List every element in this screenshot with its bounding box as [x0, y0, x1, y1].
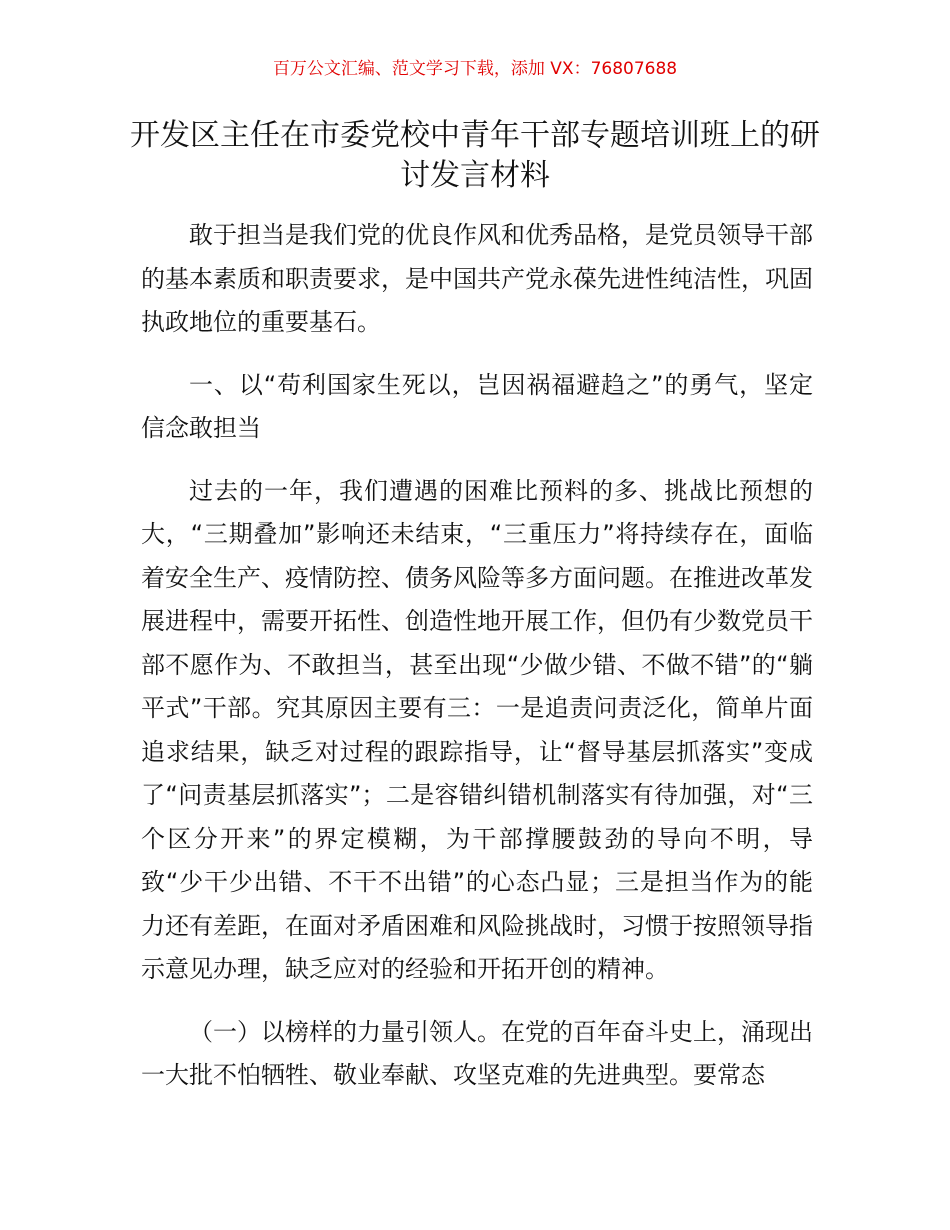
intro-paragraph: 敢于担当是我们党的优良作风和优秀品格，是党员领导干部的基本素质和职责要求，是中国共产党永葆先进性纯洁性，巩固执政地位的重要基石。: [141, 221, 813, 336]
subsection-paragraph-1: （一）以榜样的力量引领人。在党的百年奋斗史上，涌现出一大批不怕牺牲、敬业奉献、攻坚克难的先进典型。要常态: [141, 1017, 813, 1089]
body-paragraph: 过去的一年，我们遭遇的困难比预料的多、挑战比预想的大，“三期叠加”影响还未结束，“三重压力”将持续存在，面临着安全生产、疫情防控、债务风险等多方面问题。在推进改革发展进程中，需要开拓性、创造性地开展工作，但仍有少数党员干部不愿作为、不敢担当，甚至出现“少做少错、不做不错”的“躺平式”干部。究其原因主要有三：一是追责问责泛化，简单片面追求结果，缺乏对过程的跟踪指导，让“督导基层抓落实”变成了“问责基层抓落实”；二是容错纠错机制落实有待加强，对“三个区分开来”的界定模糊，为干部撑腰鼓劲的导向不明，导致“少干少出错、不干不出错”的心态凸显；三是担当作为的能力还有差距，在面对矛盾困难和风险挑战时，习惯于按照领导指示意见办理，缺乏应对的经验和开拓开创的精神。: [141, 476, 813, 983]
document-body: [141, 214, 813, 1117]
watermark-header: 百万公文汇编、范文学习下载，添加 VX：76807688: [272, 59, 678, 79]
section-heading-1: 一、以“苟利国家生死以，岂因祸福避趋之”的勇气，坚定信念敢担当: [141, 370, 813, 442]
document-title: 开发区主任在市委党校中青年干部专题培训班上的研讨发言材料: [130, 118, 820, 193]
